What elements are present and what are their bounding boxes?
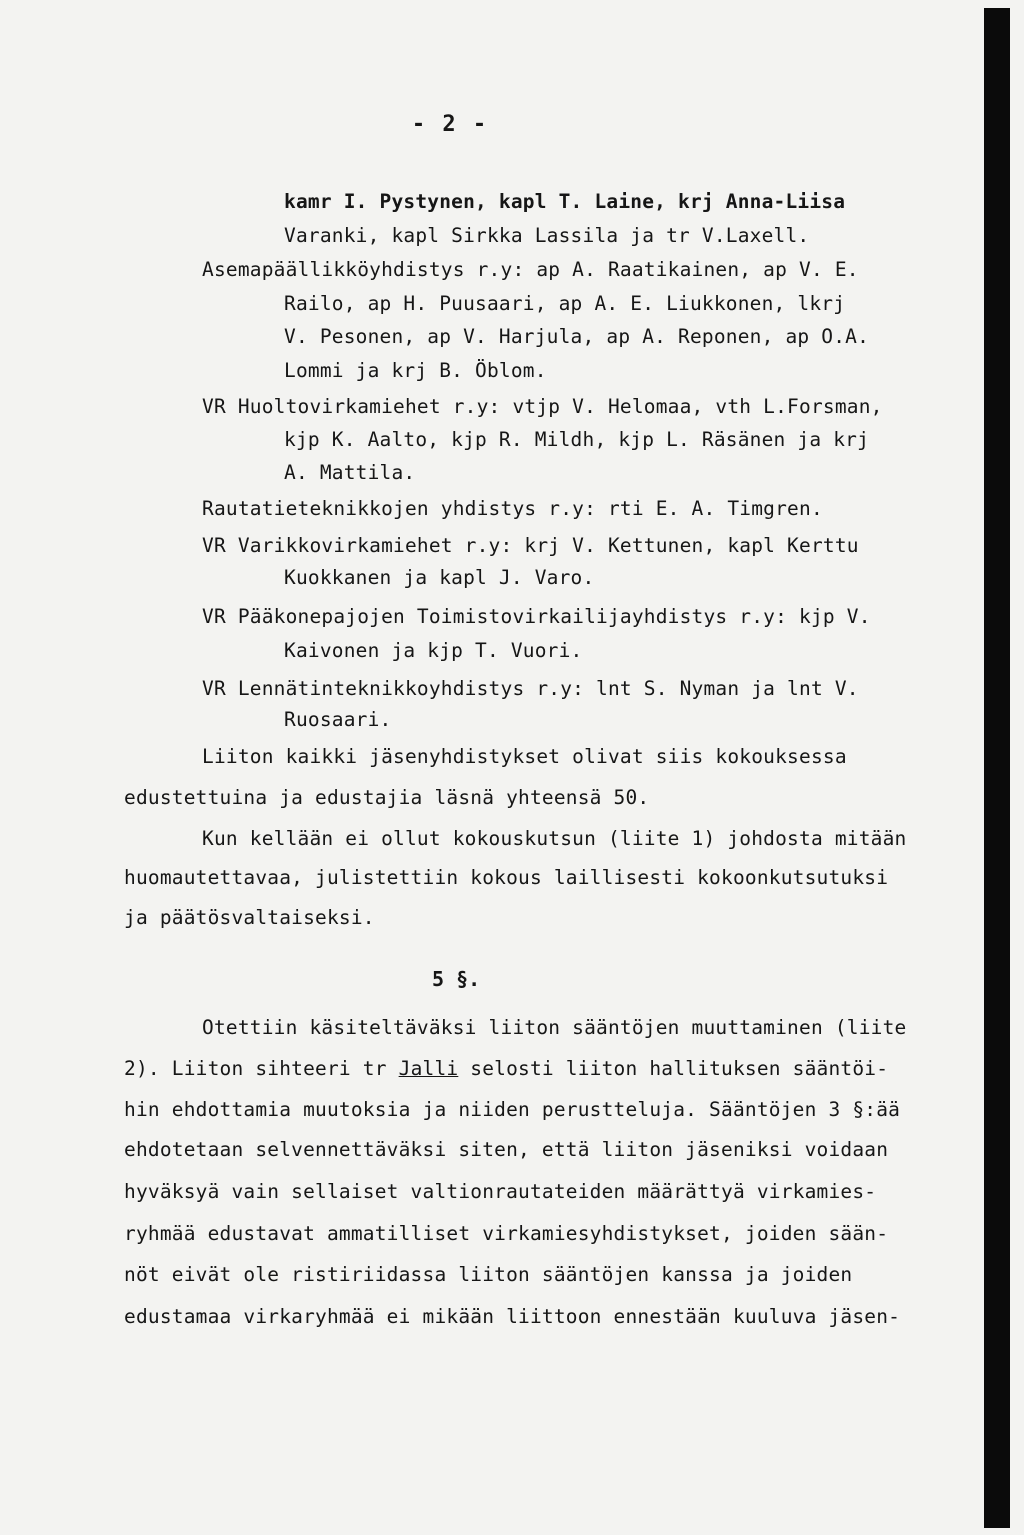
text-line: edustettuina ja edustajia läsnä yhteensä 50. [124,786,650,809]
text-line: Liiton kaikki jäsenyhdistykset olivat siis kokouksessa [202,745,847,768]
text-line [124,1057,888,1081]
text-line: hin ehdottamia muutoksia ja niiden perustteluja. Sääntöjen 3 §:ää [124,1098,901,1121]
text-line: A. Mattila. [284,461,416,484]
text-span: selosti liiton hallituksen sääntöi- [458,1057,889,1080]
text-line: ja päätösvaltaiseksi. [124,906,375,929]
text-line: VR Pääkonepajojen Toimistovirkailijayhdistys r.y: kjp V. [202,605,871,628]
text-line: kjp K. Aalto, kjp R. Mildh, kjp L. Räsänen ja krj [284,428,870,451]
text-line: V. Pesonen, ap V. Harjula, ap A. Reponen, ap O.A. [284,325,870,348]
text-line: edustamaa virkaryhmää ei mikään liittoon ennestään kuuluva jäsen- [124,1305,901,1328]
text-line: nöt eivät ole ristiriidassa liiton sääntöjen kanssa ja joiden [124,1263,853,1286]
scan-edge-shadow [984,8,1010,1528]
text-line: VR Huoltovirkamiehet r.y: vtjp V. Helomaa, vth L.Forsman, [202,395,883,418]
text-line: Lommi ja krj B. Öblom. [284,359,547,382]
page-number: - 2 - [411,112,489,137]
text-span: 2). Liiton sihteeri tr [124,1057,399,1080]
text-line: VR Lennätinteknikkoyhdistys r.y: lnt S. Nyman ja lnt V. [202,677,859,700]
text-line: huomautettavaa, julistettiin kokous laillisesti kokoonkutsutuksi [124,866,889,889]
text-line: kamr I. Pystynen, kapl T. Laine, krj Anna-Liisa [284,190,846,213]
text-line: Railo, ap H. Puusaari, ap A. E. Liukkonen, lkrj [284,292,846,315]
text-line: Kaivonen ja kjp T. Vuori. [284,639,583,662]
text-line: ryhmää edustavat ammatilliset virkamiesyhdistykset, joiden sään- [124,1222,889,1245]
text-line: Otettiin käsiteltäväksi liiton sääntöjen muuttaminen (liite [202,1016,907,1039]
text-line: VR Varikkovirkamiehet r.y: krj V. Kettunen, kapl Kerttu [202,534,859,557]
text-line: Ruosaari. [284,708,392,731]
text-line: hyväksyä vain sellaiset valtionrautateiden määrättyä virkamies- [124,1180,877,1203]
text-line: Asemapäällikköyhdistys r.y: ap A. Raatikainen, ap V. E. [202,258,859,281]
text-line: Kuokkanen ja kapl J. Varo. [284,566,595,589]
text-line: Kun kellään ei ollut kokouskutsun (liite 1) johdosta mitään [202,827,907,850]
text-line: Rautatieteknikkojen yhdistys r.y: rti E. A. Timgren. [202,497,823,520]
text-line: Varanki, kapl Sirkka Lassila ja tr V.Laxell. [284,224,810,247]
section-heading: 5 §. [432,967,481,991]
underlined-name: Jalli [398,1057,459,1080]
text-line: ehdotetaan selvennettäväksi siten, että liiton jäseniksi voidaan [124,1138,889,1161]
